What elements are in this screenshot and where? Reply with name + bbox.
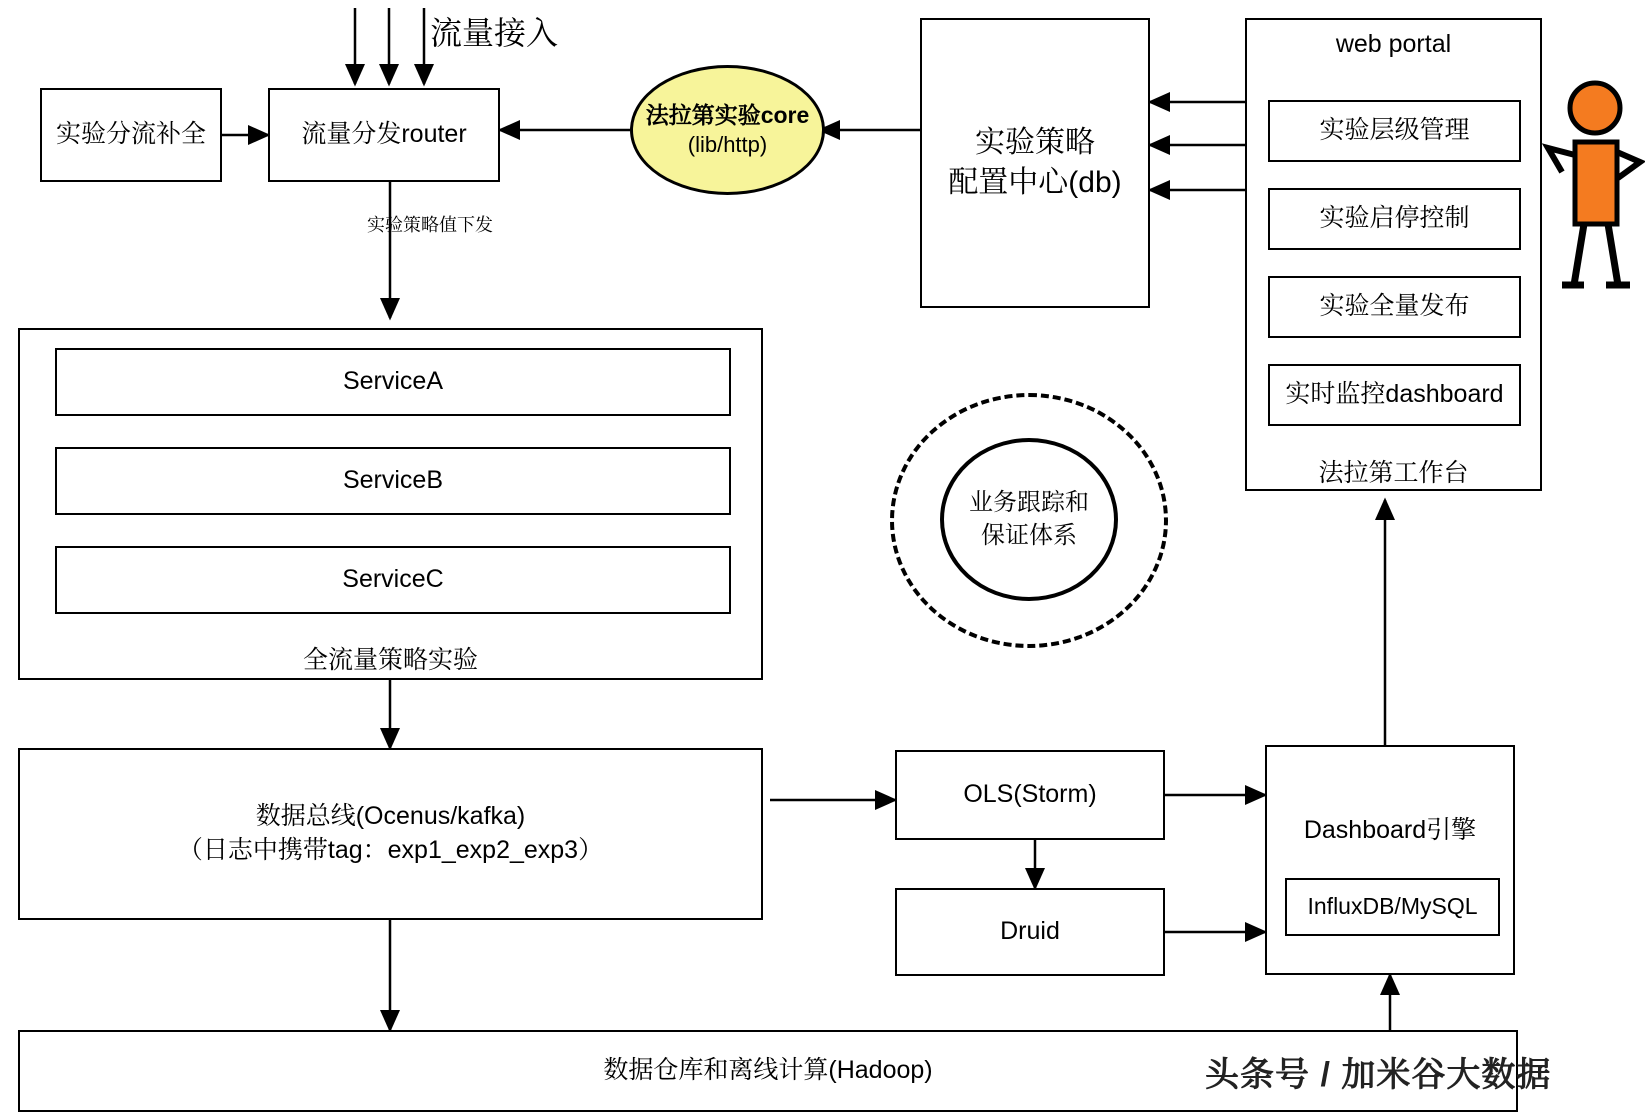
portal-item-monitor-dashboard[interactable]: 实时监控dashboard — [1268, 364, 1521, 426]
traffic-inflow-label: 流量接入 — [430, 15, 559, 51]
watermark-label: 头条号 / 加米谷大数据 — [1205, 1056, 1552, 1094]
node-service-b: ServiceB — [55, 447, 731, 515]
node-dashboard-engine — [1265, 745, 1515, 975]
node-data-warehouse: 数据仓库和离线计算(Hadoop) — [18, 1030, 1518, 1112]
node-shunt-completion: 实验分流补全 — [40, 88, 222, 182]
config-center-line2: 配置中心(db) — [948, 166, 1122, 199]
node-business-tracking — [940, 438, 1118, 601]
faraday-core-line1: 法拉第实验core — [645, 101, 810, 128]
portal-item-hierarchy[interactable]: 实验层级管理 — [1268, 100, 1521, 162]
tracking-line2: 保证体系 — [981, 521, 1077, 549]
node-service-c: ServiceC — [55, 546, 731, 614]
node-ols-storm: OLS(Storm) — [895, 750, 1165, 840]
portal-item-full-release[interactable]: 实验全量发布 — [1268, 276, 1521, 338]
node-traffic-router: 流量分发router — [268, 88, 500, 182]
tracking-line1: 业务跟踪和 — [969, 489, 1089, 517]
config-center-line1: 实验策略 — [975, 125, 1095, 159]
data-bus-line1: 数据总线(Ocenus/kafka) — [255, 802, 526, 831]
node-service-a: ServiceA — [55, 348, 731, 416]
node-influxdb-mysql: InfluxDB/MySQL — [1285, 878, 1500, 936]
faraday-core-line2: (lib/http) — [687, 131, 768, 157]
node-data-bus — [18, 748, 763, 920]
dashboard-engine-label: Dashboard引擎 — [1303, 816, 1477, 844]
edge-label-policy-push: 实验策略值下发 — [367, 215, 493, 235]
node-config-center — [920, 18, 1150, 308]
web-portal-title: web portal — [1335, 30, 1452, 58]
node-faraday-core — [630, 65, 825, 195]
portal-item-start-stop[interactable]: 实验启停控制 — [1268, 188, 1521, 250]
data-bus-line2: （日志中携带tag：exp1_exp2_exp3） — [177, 836, 604, 864]
node-druid: Druid — [895, 888, 1165, 976]
full-traffic-experiment-label: 全流量策略实验 — [302, 646, 478, 674]
user-figure-icon — [1540, 80, 1645, 300]
web-portal-footer-label: 法拉第工作台 — [1318, 459, 1469, 487]
